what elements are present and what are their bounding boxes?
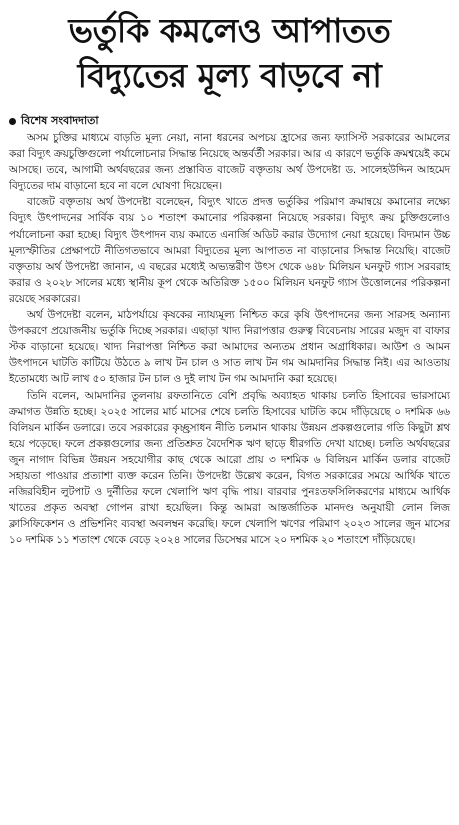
headline-line-2: বিদ্যুতের মূল্য বাড়বে না [77, 56, 382, 95]
headline [9, 8, 450, 98]
bullet-icon [9, 118, 16, 125]
paragraph: বাজেট বক্তৃতায় অর্থ উপদেষ্টা বলেছেন, বিদ্যুৎ খাতে প্রদত্ত ভর্তুকির পরিমাণ ক্রমান্বয়ে কমানোর লক্ষ্যে বিদ্যুৎ উৎপাদনের সার্বিক ব্যয় ১০ শতাংশ কমানোর পরিকল্পনা নিয়েছে সরকার। বিদ্যুৎ ক্রয় চুক্তিগুলোও পর্যালোচনা করা হচ্ছে। বিদ্যুৎ উৎপাদন ব্যয় কমাতে এনার্জি অডিট করার উদ্যোগ নেয়া হয়েছে। বিদ্যমান উচ্চ মূল্যস্ফীতির প্রেক্ষাপটে নীতিগতভাবে আমরা বিদ্যুতের মূল্য আপাতত না বাড়ানোর সিদ্ধান্ত নিয়েছি। বাজেট বক্তৃতায় অর্থ উপদেষ্টা জানান, এ বছরের মধ্যেই অভ্যন্তরীণ উৎস থেকে ৬৪৮ মিলিয়ন ঘনফুট গ্যাস সরবরাহ করার ও ২০২৮ সালের মধ্যে স্থানীয় কূপ থেকে অতিরিক্ত ১৫০০ মিলিয়ন ঘনফুট গ্যাস উত্তোলনের পরিকল্পনা রয়েছে সরকারের। [9, 196, 450, 305]
paragraph: অর্থ উপদেষ্টা বলেন, মাঠপর্যায়ে কৃষকের ন্যায্যমূল্য নিশ্চিত করে কৃষি উৎপাদনের জন্য সারসহ অন্যান্য উপকরণে প্রয়োজনীয় ভর্তুকি দিচ্ছে সরকার। এছাড়া খাদ্য নিরাপত্তার গুরুত্ব বিবেচনায় সারের মজুদ বা বাফার স্টক বাড়ানো হয়েছে। খাদ্য নিরাপত্তা নিশ্চিত করা আমাদের অন্যতম প্রধান অগ্রাধিকার। আউশ ও আমন উৎপাদনে ঘাটতি কাটিয়ে উঠতে ৯ লাখ টন চাল ও সাত লাখ টন গম আমদানির সিদ্ধান্ত নিই। এর আওতায় ইতোমধ্যে আট লাখ ৫০ হাজার টন চাল ও দুই লাখ টন গম আমদানি করা হয়েছে। [9, 309, 450, 386]
paragraph: তিনি বলেন, আমদানির তুলনায় রফতানিতে বেশি প্রবৃদ্ধি অব্যাহত থাকায় চলতি হিসাবের ভারসাম্যে ক্রমাগত উন্নতি হচ্ছে। ২০২৫ সালের মার্চ মাসের শেষে চলতি হিসাবের ঘাটতি কমে দাঁড়িয়েছে ০ দশমিক ৬৬ বিলিয়ন মার্কিন ডলারে। তবে সরকারের কৃচ্ছ্রসাধন নীতি চলমান থাকায় উন্নয়ন প্রকল্পগুলোর গতি কিছুটা শ্লথ হয়ে পড়েছে। ফলে প্রকল্পগুলোর জন্য প্রতিশ্রুত বৈদেশিক ঋণ ছাড়ে ধীরগতি দেখা যাচ্ছে। চলতি অর্থবছরের জুন নাগাদ বিভিন্ন উন্নয়ন সহযোগীর কাছ থেকে আরো প্রায় ৩ দশমিক ৬ বিলিয়ন মার্কিন ডলার বাজেট সহায়তা পাওয়ার প্রত্যাশা ব্যক্ত করেন তিনি। উপদেষ্টা উল্লেখ করেন, বিগত সরকারের সময়ে আর্থিক খাতে নজিরবিহীন লুটপাট ও দুর্নীতির ফলে খেলাপি ঋণ বৃদ্ধি পায়। বারবার পুনঃতফসিলিকরণের মাধ্যমে আর্থিক খাতের প্রকৃত অবস্থা গোপন রাখা হয়েছিল। কিন্তু আমরা আন্তর্জাতিক মানদণ্ড অনুযায়ী লোন লিজ ক্লাসিফিকেশন ও প্রভিশনিং ব্যবস্থা অবলম্বন করেছি। ফলে খেলাপি ঋণের পরিমাণ ২০২৩ সালের জুন মাসের ১০ দশমিক ১১ শতাংশ থেকে বেড়ে ২০২৪ সালের ডিসেম্বর মাসে ২০ দশমিক ২০ শতাংশে দাঁড়িয়েছে। [9, 389, 450, 547]
byline-text: বিশেষ সংবাদদাতা [21, 114, 99, 127]
headline-line-1: ভর্তুকি কমলেও আপাতত [68, 11, 391, 50]
article-body [9, 130, 450, 548]
byline [9, 114, 450, 128]
paragraph: অসম চুক্তির মাধ্যমে বাড়তি মূল্য নেয়া, নানা ধরনের অপচয় হ্রাসের জন্য ফ্যাসিস্ট সরকারের আমলের করা বিদ্যুৎ ক্রয়চুক্তিগুলো পর্যালোচনার সিদ্ধান্ত নিয়েছে অন্তর্বর্তী সরকার। আর এ কারণে ভর্তুকি ক্রমশ্বয়েই কমে আসছে। তবে, আগামী অর্থবছরের জন্য প্রস্তাবিত বাজেট বক্তৃতায় অর্থ উপদেষ্টা ড. সালেহউদ্দিন আহমেদ বিদ্যুতের দাম বাড়ানো হবে না বলে ঘোষণা দিয়েছেন। [9, 132, 450, 193]
